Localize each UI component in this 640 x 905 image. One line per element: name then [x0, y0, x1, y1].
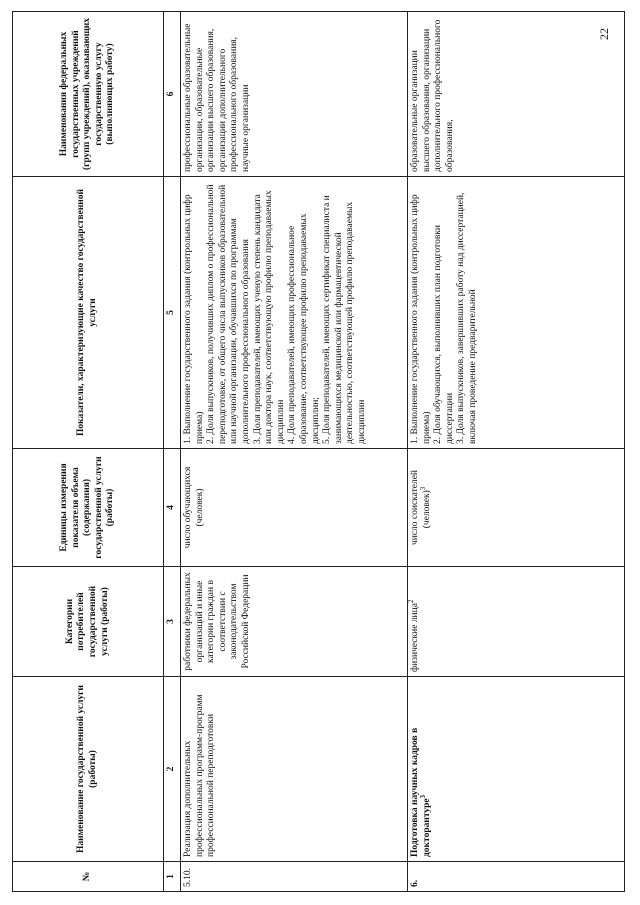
- quality-indicators: 1. Выполнение государственного задания (контрольных цифр приема) 2. Доля обучающихся, выполнивших план подготовки диссертации 3. Доля выпускников, завершивших работу над диссертацией, включая проведение предварительной: [408, 177, 625, 449]
- consumer-category: работники федеральных организаций и иные категории граждан в соответствии с законодательством Российской Федерации: [181, 567, 408, 677]
- header-number: №: [13, 862, 164, 892]
- column-number: 5: [164, 177, 181, 449]
- consumer-category-text: физические лица: [410, 603, 420, 672]
- header-consumers: Категории потребителей государственной услуги (работы): [13, 567, 164, 677]
- column-number: 4: [164, 449, 181, 567]
- services-table: [12, 11, 625, 892]
- volume-unit: [408, 449, 625, 567]
- service-name-text: Подготовка научных кадров в докторантуре: [410, 727, 432, 857]
- column-number-row: [164, 12, 181, 892]
- institutions: образовательные организации высшего образования, организации дополнительного профессионального образования,: [408, 12, 625, 177]
- page-number: 22: [597, 28, 611, 40]
- header-institutions: Наименования федеральных государственных учреждений (групп учреждений), оказывающих государственную услугу (выполняющих работу): [13, 12, 164, 177]
- column-number: 6: [164, 12, 181, 177]
- header-service-name: Наименование государственной услуги (работы): [13, 677, 164, 862]
- table-row: [181, 12, 408, 892]
- footnote-marker: 3: [418, 794, 427, 799]
- footnote-marker: 2: [406, 599, 415, 604]
- row-number: 5.10.: [181, 862, 408, 892]
- header-row: [13, 12, 164, 892]
- column-number: 3: [164, 567, 181, 677]
- table-row: [408, 12, 625, 892]
- footnote-marker: 3: [418, 486, 427, 491]
- column-number: 2: [164, 677, 181, 862]
- header-units: Единицы измерения показателя объема (содержания) государственной услуги (работы): [13, 449, 164, 567]
- service-name: [408, 677, 625, 862]
- consumer-category: [408, 567, 625, 677]
- volume-unit: число обучающихся (человек): [181, 449, 408, 567]
- institutions: профессиональные образовательные организации, образовательные организации высшего образования, организации дополнительного профессионального образования, научные организации: [181, 12, 408, 177]
- row-number: 6.: [408, 862, 625, 892]
- service-name: Реализация дополнительных профессиональных программ-программ профессиональной переподготовки: [181, 677, 408, 862]
- header-quality-indicators: Показатели, характеризующие качество государственной услуги: [13, 177, 164, 449]
- column-number: 1: [164, 862, 181, 892]
- volume-unit-text: число соискателей (человек): [410, 469, 432, 546]
- quality-indicators: 1. Выполнение государственного задания (контрольных цифр приема) 2. Доля выпускников, получивших диплом о профессиональной переподготовке, от общего числа выпускников образовательной или научной организации, обучавшихся по программам дополнительного профессионального образования 3. Доля преподавателей, имеющих ученую степень кандидата или доктора наук, соответствующую профилю преподаваемых дисциплин 4. Доля преподавателей, имеющих профессиональное образование, соответствующее профилю преподаваемых дисциплин; 5. Доля преподавателей, имеющих сертификат специалиста и занимающихся медицинской или фармацевтической деятельностью, соответствующей профилю преподаваемых дисциплин: [181, 177, 408, 449]
